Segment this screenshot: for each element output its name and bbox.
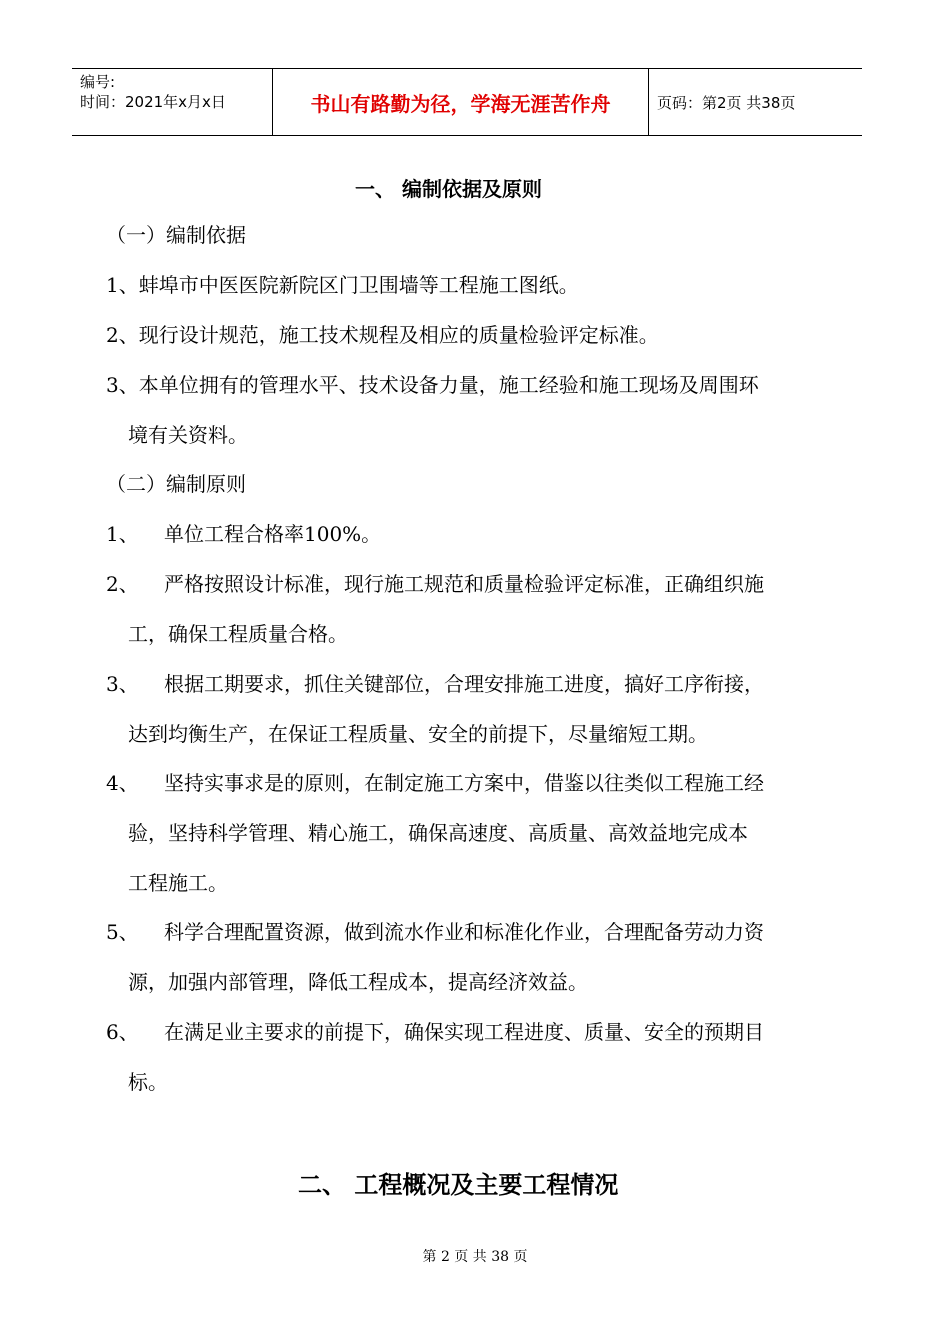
principle-number: 2、 <box>106 572 139 596</box>
document-time-label: 时间：2021年x月x日 <box>80 93 226 111</box>
principle-text: 科学合理配置资源，做到流水作业和标准化作业，合理配备劳动力资 <box>164 920 764 944</box>
page-header <box>72 68 862 136</box>
principle-item <box>106 920 764 944</box>
header-meta <box>72 69 273 136</box>
document-number-label: 编号: <box>80 73 116 91</box>
basis-item-3-continued: 境有关资料。 <box>128 423 248 447</box>
principle-text-continued: 源，加强内部管理，降低工程成本，提高经济效益。 <box>128 970 588 994</box>
principle-text-continued: 达到均衡生产，在保证工程质量、安全的前提下，尽量缩短工期。 <box>128 722 708 746</box>
principle-text: 在满足业主要求的前提下，确保实现工程进度、质量、安全的预期目 <box>164 1020 764 1044</box>
principle-text-continued: 标。 <box>128 1070 168 1094</box>
basis-item-3: 3、本单位拥有的管理水平、技术设备力量，施工经验和施工现场及周围环 <box>106 373 759 397</box>
principle-item <box>106 1020 764 1044</box>
principle-number: 1、 <box>106 522 139 546</box>
page-footer: 第 2 页 共 38 页 <box>422 1249 528 1265</box>
principle-item <box>106 771 764 795</box>
principle-text: 严格按照设计标准，现行施工规范和质量检验评定标准，正确组织施 <box>164 572 764 596</box>
section-2-title: 二、 工程概况及主要工程情况 <box>298 1171 619 1199</box>
principle-text: 坚持实事求是的原则，在制定施工方案中，借鉴以往类似工程施工经 <box>164 771 764 795</box>
section-1-title: 一、 编制依据及原则 <box>355 177 542 201</box>
principle-text-continued: 工，确保工程质量合格。 <box>128 622 348 646</box>
principle-text-continued: 工程施工。 <box>128 871 228 895</box>
header-page-info: 页码：第2页 共38页 <box>657 94 796 112</box>
basis-subtitle: （一）编制依据 <box>106 223 246 247</box>
principle-number: 4、 <box>106 771 139 795</box>
header-motto: 书山有路勤为径，学海无涯苦作舟 <box>273 69 649 136</box>
principle-text: 根据工期要求，抓住关键部位，合理安排施工进度，搞好工序衔接， <box>164 672 764 696</box>
principle-text-continued: 验，坚持科学管理、精心施工，确保高速度、高质量、高效益地完成本 <box>128 821 748 845</box>
principle-number: 5、 <box>106 920 139 944</box>
basis-item-1: 1、蚌埠市中医医院新院区门卫围墙等工程施工图纸。 <box>106 273 579 297</box>
principle-text: 单位工程合格率100%。 <box>164 522 382 546</box>
principle-item <box>106 672 764 696</box>
basis-item-2: 2、现行设计规范，施工技术规程及相应的质量检验评定标准。 <box>106 323 659 347</box>
principle-number: 6、 <box>106 1020 139 1044</box>
principle-item <box>106 522 381 546</box>
principle-number: 3、 <box>106 672 139 696</box>
principles-subtitle: （二）编制原则 <box>106 472 246 496</box>
principle-item <box>106 572 764 596</box>
